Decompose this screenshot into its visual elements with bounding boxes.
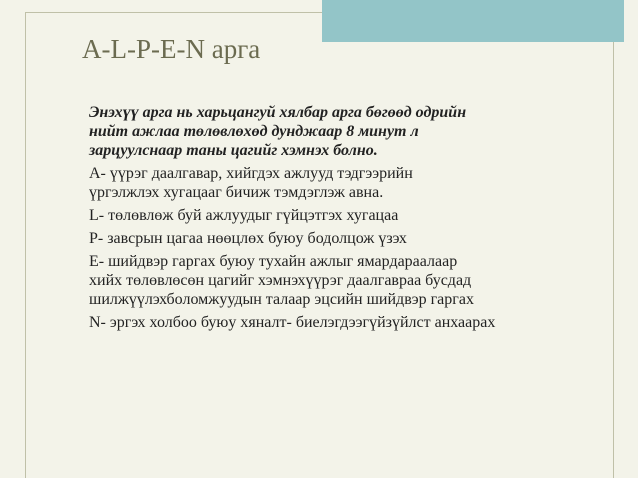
item-e bbox=[89, 252, 589, 309]
intro-line: зарцуулснаар таны цагийг хэмнэх болно. bbox=[89, 142, 378, 159]
item-a bbox=[89, 164, 589, 202]
item-line: L- төлөвлөж буй ажлуудыг гүйцэтгэх хугацаа bbox=[89, 207, 399, 224]
item-line: хийх төлөвлөсөн цагийг хэмнэхүүрэг даалгавраа бусдад bbox=[89, 272, 472, 289]
item-line: N- эргэх холбоо буюу хяналт- биелэгдээгүйзүйлст анхаарах bbox=[89, 314, 496, 331]
intro-line: нийт ажлаа төлөвлөхөд дунджаар 8 минут л bbox=[89, 123, 419, 140]
item-line: A- үүрэг даалгавар, хийгдэх ажлууд тэдгээрийн bbox=[89, 165, 413, 182]
intro-line: Энэхүү арга нь харьцангуй хялбар арга бөгөөд одрийн bbox=[89, 104, 467, 121]
item-line: P- завсрын цагаа нөөцлөх буюу бодолцож үзэх bbox=[89, 230, 407, 247]
item-l bbox=[89, 206, 589, 225]
slide-body bbox=[89, 103, 589, 336]
item-n bbox=[89, 313, 589, 332]
slide-title: A-L-P-E-N арга bbox=[82, 34, 261, 64]
intro-paragraph bbox=[89, 103, 589, 160]
item-p bbox=[89, 229, 589, 248]
accent-rectangle bbox=[322, 0, 624, 42]
item-line: шилжүүлэхболомжуудын талаар эцсийн шийдвэр гаргах bbox=[89, 291, 474, 308]
item-line: E- шийдвэр гаргах буюу тухайн ажлыг ямардараалаар bbox=[89, 253, 458, 270]
item-line: үргэлжлэх хугацааг бичиж тэмдэглэж авна. bbox=[89, 184, 384, 201]
